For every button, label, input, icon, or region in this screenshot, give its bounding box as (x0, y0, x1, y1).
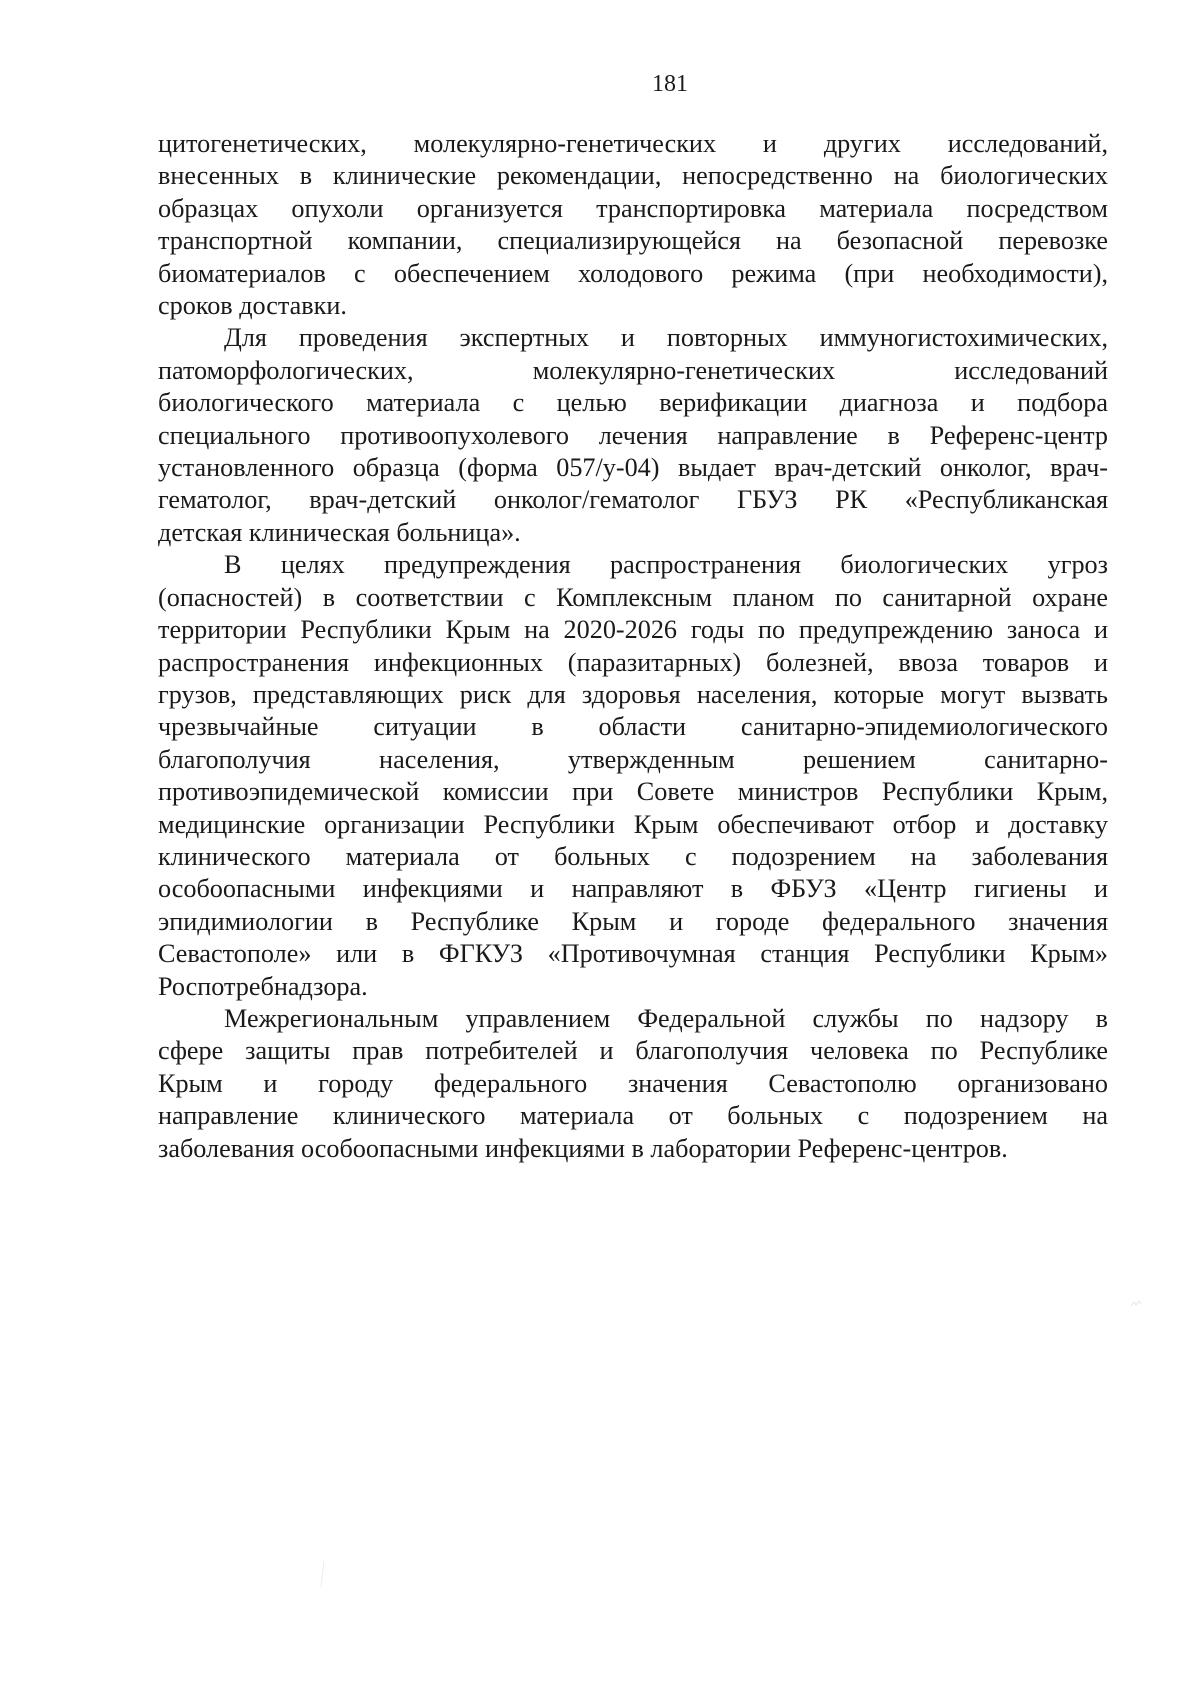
text-line: особоопасными инфекциями и направляют в ФБУЗ «Центр гигиены и (158, 874, 1108, 904)
text-line: благополучия населения, утвержденным решением санитарно- (158, 744, 1108, 774)
text-line: биологического материала с целью верификации диагноза и подбора (158, 388, 1108, 418)
text-line: эпидимиологии в Республике Крым и городе федерального значения (158, 906, 1108, 936)
text-line: патоморфологических, молекулярно-генетических исследований (158, 355, 1108, 385)
text-line: медицинские организации Республики Крым обеспечивают отбор и доставку (158, 809, 1108, 839)
text-line: транспортной компании, специализирующейся на безопасной перевозке (158, 226, 1108, 256)
text-line: образцах опухоли организуется транспортировка материала посредством (158, 193, 1108, 223)
text-line: территории Республики Крым на 2020-2026 годы по предупреждению заноса и (158, 615, 1108, 645)
page-number: 181 (652, 71, 688, 97)
text-line: установленного образца (форма 057/у-04) выдает врач-детский онколог, врач- (158, 453, 1108, 483)
text-line: противоэпидемической комиссии при Совете министров Республики Крым, (158, 777, 1108, 807)
text-line: (опасностей) в соответствии с Комплексным планом по санитарной охране (158, 582, 1108, 612)
text-line: гематолог, врач-детский онколог/гематолог ГБУЗ РК «Республиканская (158, 485, 1108, 515)
text-line: биоматериалов с обеспечением холодового режима (при необходимости), (158, 258, 1108, 288)
text-line: сфере защиты прав потребителей и благополучия человека по Республике (158, 1036, 1108, 1066)
text-line: В целях предупреждения распространения биологических угроз (224, 550, 1108, 580)
text-line: цитогенетических, молекулярно-генетических и других исследований, (158, 129, 1108, 158)
text-line: направление клинического материала от больных с подозрением на (158, 1101, 1108, 1131)
body-text (158, 128, 1108, 1165)
text-line: Севастополе» или в ФГКУЗ «Противочумная станция Республики Крым» (158, 939, 1108, 969)
text-line: распространения инфекционных (паразитарных) болезней, ввоза товаров и (158, 647, 1108, 677)
text-line: Для проведения экспертных и повторных иммуногистохимических, (224, 323, 1108, 353)
text-line: Крым и городу федерального значения Севастополю организовано (158, 1068, 1108, 1098)
text-line: Межрегиональным управлением Федеральной службы по надзору в (224, 1003, 1108, 1033)
text-line: детская клиническая больница». (158, 517, 521, 547)
text-line: заболевания особоопасными инфекциями в лаборатории Референс-центров. (158, 1133, 1008, 1163)
text-line: клинического материала от больных с подозрением на заболевания (158, 841, 1108, 871)
paragraph (158, 1003, 1108, 1165)
text-line: чрезвычайные ситуации в области санитарно-эпидемиологического (158, 712, 1108, 742)
text-line: Роспотребнадзора. (158, 971, 368, 1001)
text-line: сроков доставки. (158, 291, 347, 321)
paragraph (158, 549, 1108, 1003)
paragraph (158, 128, 1108, 322)
text-line: внесенных в клинические рекомендации, непосредственно на биологических (158, 161, 1108, 191)
scan-scratch (320, 1560, 326, 1588)
text-line: специального противоопухолевого лечения направление в Референс-центр (158, 420, 1108, 450)
text-line: грузов, представляющих риск для здоровья населения, которые могут вызвать (158, 679, 1108, 709)
paragraph (158, 322, 1108, 549)
scan-smudge (1130, 1300, 1142, 1308)
